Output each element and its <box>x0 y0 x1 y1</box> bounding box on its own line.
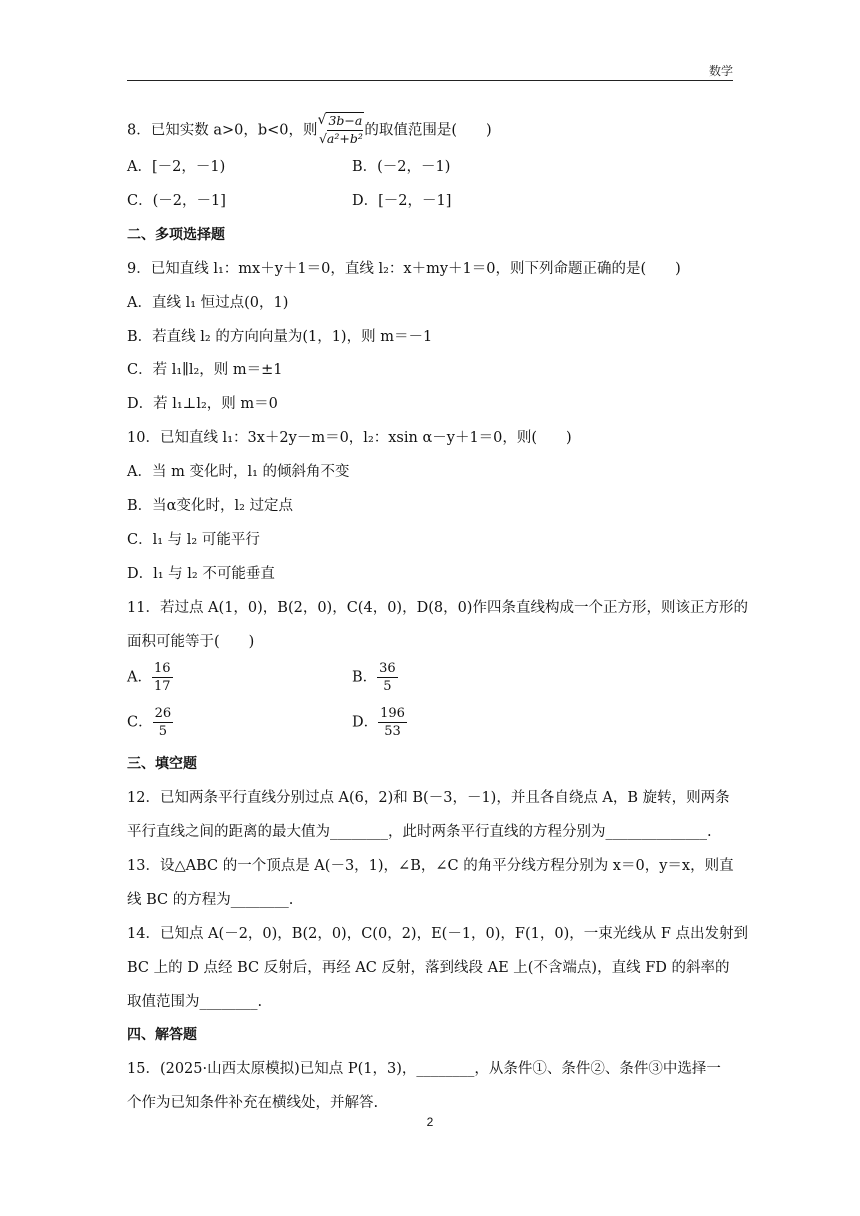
q10-stem: 10．已知直线 l₁：3x＋2y－m＝0，l₂：xsin α－y＋1＝0，则( ) <box>127 430 572 446</box>
q8-stem-pre: 8．已知实数 a>0，b<0，则 <box>127 122 318 139</box>
q11-option-c-den: 5 <box>158 724 168 739</box>
header-rule <box>127 80 733 81</box>
q12-line2: 平行直线之间的距离的最大值为________，此时两条平行直线的方程分别为______________. <box>127 824 712 840</box>
q11-option-a <box>127 660 173 695</box>
q11-option-d-den: 53 <box>384 724 401 739</box>
q11-option-a-num: 16 <box>153 661 171 676</box>
q11-option-a-label: A． <box>127 669 152 686</box>
section-answer-title: 四、解答题 <box>127 1027 197 1043</box>
page-number: 2 <box>426 1115 434 1129</box>
q11-option-c <box>127 705 173 740</box>
q14-line2: BC 上的 D 点经 BC 反射后，再经 AC 反射，落到线段 AE 上(不含端点)，直线 FD 的斜率的 <box>127 960 730 976</box>
q12-line1: 12．已知两条平行直线分别过点 A(6，2)和 B(－3，－1)，并且各自绕点 A，B 旋转，则两条 <box>127 790 730 806</box>
q11-option-d-label: D． <box>352 714 379 731</box>
q10-option-b: B．当α变化时，l₂ 过定点 <box>127 498 294 514</box>
q8-denominator: a²+b² <box>326 131 363 146</box>
section-multi-choice-title: 二、多项选择题 <box>127 227 225 243</box>
q10-option-c: C．l₁ 与 l₂ 可能平行 <box>127 532 260 548</box>
q9-stem: 9．已知直线 l₁：mx＋y＋1＝0，直线 l₂：x＋my＋1＝0，则下列命题正确的是( ) <box>127 261 681 277</box>
q9-option-d: D．若 l₁⊥l₂，则 m＝0 <box>127 396 278 412</box>
q11-option-d-fraction <box>378 705 407 740</box>
subject-label: 数学 <box>708 64 733 78</box>
q8-sqrt-numerator: 3b−a <box>328 113 363 128</box>
q11-stem-line2: 面积可能等于( ) <box>127 634 255 650</box>
q8-fraction: √ 3b−a √a²+b² <box>317 112 363 146</box>
q15-line2: 个作为已知条件补充在横线处，并解答. <box>127 1095 379 1111</box>
q15-line1: 15．(2025·山西太原模拟)已知点 P(1，3)，________，从条件①、条件②、条件③中选择一 <box>127 1061 721 1077</box>
q9-option-b: B．若直线 l₂ 的方向向量为(1，1)，则 m＝－1 <box>127 329 433 345</box>
q11-option-c-num: 26 <box>154 706 172 721</box>
q14-line3: 取值范围为________. <box>127 994 263 1010</box>
q11-option-b <box>352 660 398 695</box>
q11-option-b-fraction <box>377 660 398 695</box>
q8-option-b: B．(－2，－1) <box>352 159 451 175</box>
q9-option-a: A．直线 l₁ 恒过点(0，1) <box>127 295 289 311</box>
q11-option-b-num: 36 <box>379 661 396 676</box>
q8-stem <box>127 112 492 149</box>
q9-option-c: C．若 l₁∥l₂，则 m＝±1 <box>127 362 283 378</box>
q13-line1: 13．设△ABC 的一个顶点是 A(－3，1)，∠B，∠C 的角平分线方程分别为 x＝0，y＝x，则直 <box>127 858 734 874</box>
q11-option-c-fraction <box>153 705 174 740</box>
q14-line1: 14．已知点 A(－2，0)，B(2，0)，C(0，2)，E(－1，0)，F(1，0)，一束光线从 F 点出发射到 <box>127 926 749 942</box>
q11-option-b-label: B． <box>352 669 378 686</box>
q8-option-a: A．[－2，－1) <box>127 159 226 175</box>
q10-option-a: A．当 m 变化时，l₁ 的倾斜角不变 <box>127 464 350 480</box>
q13-line2: 线 BC 的方程为________. <box>127 892 294 908</box>
q11-option-d <box>352 705 407 740</box>
q11-option-b-den: 5 <box>383 679 392 694</box>
q8-option-c: C．(－2，－1] <box>127 193 226 209</box>
q11-option-a-fraction <box>152 660 173 695</box>
q11-stem-line1: 11．若过点 A(1，0)，B(2，0)，C(4，0)，D(8，0)作四条直线构成一个正方形，则该正方形的 <box>127 600 748 616</box>
q11-option-a-den: 17 <box>153 679 171 694</box>
section-fill-blank-title: 三、填空题 <box>127 756 197 772</box>
q11-option-d-num: 196 <box>380 706 405 721</box>
q11-option-c-label: C． <box>127 714 153 731</box>
q10-option-d: D．l₁ 与 l₂ 不可能垂直 <box>127 566 275 582</box>
q8-option-d: D．[－2，－1] <box>352 193 452 209</box>
q8-stem-post: 的取值范围是( ) <box>364 122 492 139</box>
